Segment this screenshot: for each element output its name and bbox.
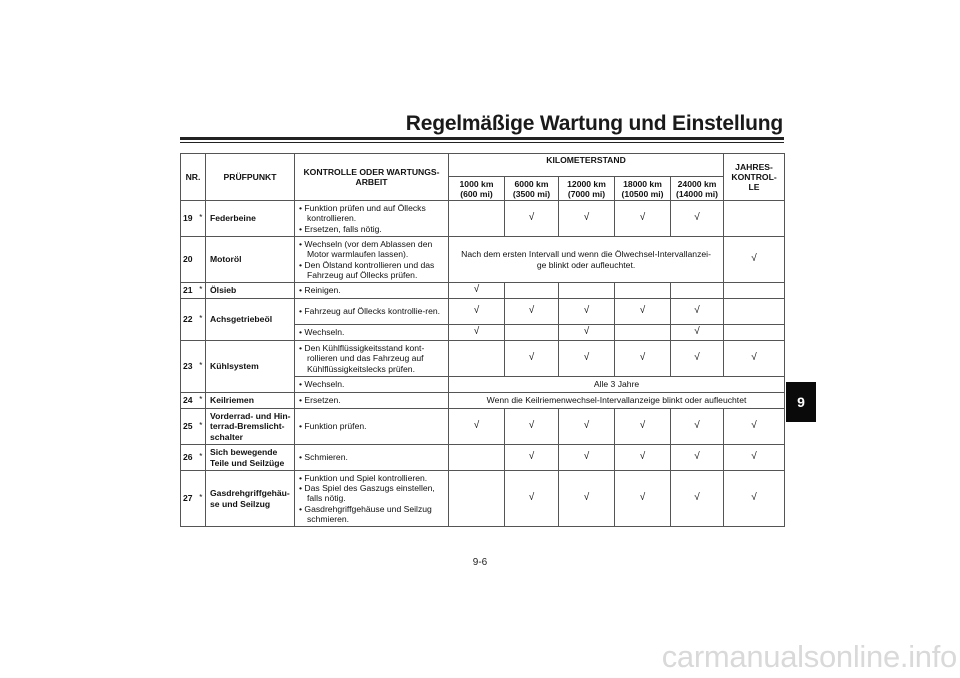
action-item: • Fahrzeug auf Öllecks kontrollie-ren. <box>299 306 441 317</box>
row-number: 27 <box>181 471 197 527</box>
header-km-12000: 12000 km (7000 mi) <box>559 177 615 201</box>
check-mark: √ <box>724 445 785 471</box>
empty-cell <box>724 283 785 299</box>
empty-cell <box>505 283 559 299</box>
check-mark: √ <box>615 299 671 325</box>
action-item: • Schmieren. <box>299 452 348 463</box>
row-star: * <box>197 393 206 409</box>
check-mark: √ <box>449 325 505 341</box>
row-number: 25 <box>181 409 197 445</box>
header-km-24000: 24000 km (14000 mi) <box>671 177 724 201</box>
row-star: * <box>197 409 206 445</box>
action-item: • Das Spiel des Gaszugs einstellen, falls nötig. <box>299 483 435 504</box>
action-item: • Funktion prüfen. <box>299 421 367 432</box>
check-point: Motoröl <box>206 237 295 283</box>
check-mark: √ <box>505 445 559 471</box>
table-row <box>181 283 785 299</box>
check-mark: √ <box>724 237 785 283</box>
table-row <box>181 393 785 409</box>
header-nr: NR. <box>181 154 206 201</box>
check-mark: √ <box>724 341 785 377</box>
check-mark: √ <box>724 409 785 445</box>
action-item: • Wechseln (vor dem Ablassen den Motor warmlaufen lassen). <box>299 238 433 260</box>
row-actions <box>295 237 449 283</box>
check-mark: √ <box>671 325 724 341</box>
empty-cell <box>449 341 505 377</box>
interval-note: Alle 3 Jahre <box>449 377 785 393</box>
row-actions <box>295 409 449 445</box>
check-mark: √ <box>559 201 615 237</box>
check-mark: √ <box>615 445 671 471</box>
row-star: * <box>197 299 206 341</box>
check-mark: √ <box>559 409 615 445</box>
empty-cell <box>671 283 724 299</box>
check-mark: √ <box>615 409 671 445</box>
action-item: • Funktion prüfen und auf Öllecks kontrollieren. <box>299 203 426 224</box>
check-mark: √ <box>671 445 724 471</box>
row-actions <box>295 299 449 325</box>
check-mark: √ <box>449 299 505 325</box>
row-number: 20 <box>181 237 197 283</box>
page-title: Regelmäßige Wartung und Einstellung <box>405 112 783 135</box>
check-mark: √ <box>671 201 724 237</box>
row-actions <box>295 393 449 409</box>
check-mark: √ <box>671 409 724 445</box>
action-item: • Den Ölstand kontrollieren und das Fahrzeug auf Öllecks prüfen. <box>299 259 435 280</box>
check-mark: √ <box>505 341 559 377</box>
row-number: 26 <box>181 445 197 471</box>
check-mark: √ <box>615 201 671 237</box>
row-actions <box>295 201 449 237</box>
check-mark: √ <box>449 283 505 299</box>
check-point: Vorderrad- und Hin- terrad-Bremslicht- schalter <box>206 409 295 445</box>
title-rule-thin <box>180 142 784 143</box>
watermark: carmanualsonline.info <box>661 639 957 674</box>
check-mark: √ <box>724 471 785 527</box>
row-star: * <box>197 201 206 237</box>
empty-cell <box>724 299 785 325</box>
row-actions <box>295 283 449 299</box>
row-star: * <box>197 445 206 471</box>
header-kontrolle: KONTROLLE ODER WARTUNGS- ARBEIT <box>295 154 449 201</box>
empty-cell <box>449 445 505 471</box>
table-row <box>181 445 785 471</box>
row-actions <box>295 341 449 377</box>
row-star: * <box>197 341 206 393</box>
interval-note: Wenn die Keilriemenwechsel-Intervallanzeige blinkt oder aufleuchtet <box>449 393 785 409</box>
action-item: • Ersetzen. <box>299 395 341 406</box>
row-actions <box>295 445 449 471</box>
header-kilometerstand: KILOMETERSTAND <box>449 154 724 177</box>
page-number: 9-6 <box>472 557 488 568</box>
check-mark: √ <box>671 299 724 325</box>
check-mark: √ <box>505 201 559 237</box>
empty-cell <box>559 283 615 299</box>
header-km-1000: 1000 km (600 mi) <box>449 177 505 201</box>
check-point: Gasdrehgriffgehäu- se und Seilzug <box>206 471 295 527</box>
table-row <box>181 201 785 237</box>
check-mark: √ <box>505 409 559 445</box>
header-pruefpunkt: PRÜFPUNKT <box>206 154 295 201</box>
empty-cell <box>615 325 671 341</box>
check-mark: √ <box>559 445 615 471</box>
action-item: • Funktion und Spiel kontrollieren. <box>299 472 428 483</box>
table-row <box>181 299 785 325</box>
empty-cell <box>449 201 505 237</box>
check-mark: √ <box>615 341 671 377</box>
check-point: Ölsieb <box>206 283 295 299</box>
title-rule <box>180 137 784 140</box>
empty-cell <box>724 201 785 237</box>
check-mark: √ <box>671 471 724 527</box>
action-item: • Wechseln. <box>299 379 345 390</box>
empty-cell <box>615 283 671 299</box>
action-item: • Ersetzen, falls nötig. <box>299 223 382 234</box>
check-point: Keilriemen <box>206 393 295 409</box>
check-mark: √ <box>615 471 671 527</box>
header-km-6000: 6000 km (3500 mi) <box>505 177 559 201</box>
row-number: 23 <box>181 341 197 393</box>
row-actions <box>295 471 449 527</box>
row-number: 19 <box>181 201 197 237</box>
table-row <box>181 409 785 445</box>
check-mark: √ <box>559 471 615 527</box>
check-mark: √ <box>559 299 615 325</box>
action-item: • Reinigen. <box>299 285 341 296</box>
empty-cell <box>449 471 505 527</box>
check-mark: √ <box>559 325 615 341</box>
check-mark: √ <box>505 299 559 325</box>
empty-cell <box>505 325 559 341</box>
check-point: Sich bewegende Teile und Seilzüge <box>206 445 295 471</box>
check-mark: √ <box>671 341 724 377</box>
action-item: • Den Kühlflüssigkeitsstand kont-rollieren und das Fahrzeug auf Kühlflüssigkeitslecks prüfen. <box>299 343 425 374</box>
action-item: • Gasdrehgriffgehäuse und Seilzug schmieren. <box>299 503 432 524</box>
row-number: 22 <box>181 299 197 341</box>
empty-cell <box>724 325 785 341</box>
row-star: * <box>197 283 206 299</box>
header-jahreskontrolle: JAHRES- KONTROL- LE <box>724 154 785 201</box>
row-number: 24 <box>181 393 197 409</box>
row-star: * <box>197 471 206 527</box>
check-mark: √ <box>559 341 615 377</box>
table-row <box>181 471 785 527</box>
check-point: Achsgetriebeöl <box>206 299 295 341</box>
row-actions <box>295 325 449 341</box>
row-actions <box>295 377 449 393</box>
table-row <box>181 237 785 283</box>
maintenance-table <box>180 153 785 527</box>
check-mark: √ <box>505 471 559 527</box>
action-item: • Wechseln. <box>299 327 345 338</box>
row-number: 21 <box>181 283 197 299</box>
chapter-tab: 9 <box>786 382 816 422</box>
check-mark: √ <box>449 409 505 445</box>
header-km-18000: 18000 km (10500 mi) <box>615 177 671 201</box>
check-point: Federbeine <box>206 201 295 237</box>
table-row <box>181 341 785 377</box>
check-point: Kühlsystem <box>206 341 295 393</box>
interval-note: Nach dem ersten Intervall und wenn die Ölwechsel-Intervallanzei- ge blinkt oder aufleuchtet. <box>449 237 724 283</box>
